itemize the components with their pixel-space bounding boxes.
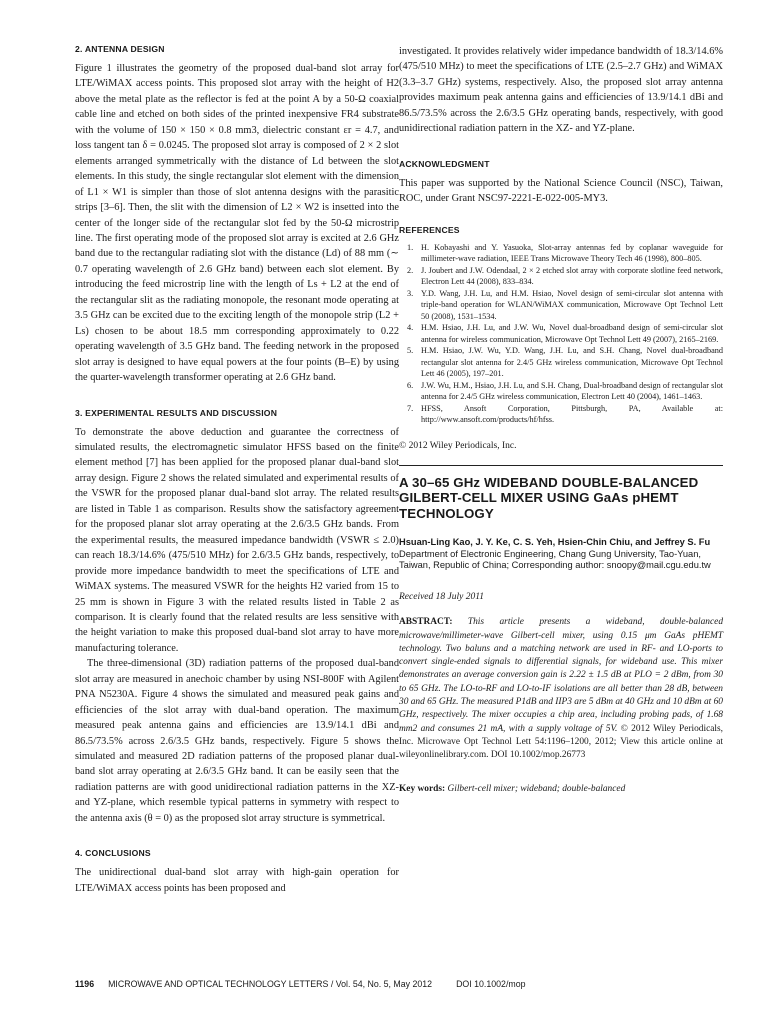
reference-list	[399, 242, 723, 426]
journal-citation: MICROWAVE AND OPTICAL TECHNOLOGY LETTERS / Vol. 54, No. 5, May 2012	[108, 979, 433, 989]
footer-doi: DOI 10.1002/mop	[456, 979, 526, 989]
conclusions-continued-paragraph: investigated. It provides relatively wider impedance bandwidth of 18.3/14.6% (475/510 MHz) to meet the specifications of LTE (2.5–2.7 GHz) and WiMAX (3.3–3.7 GHz) systems, respectively. Also, the proposed slot array antenna provides maximum peak antenna gains and efficiencies of 13.9/14.1 dBi and 86.5/73.5% across the 2.6/3.5 GHz operating bands, respectively, with good unidirectional radiation pattern in the XZ- and YZ-plane.	[399, 46, 723, 135]
section-heading-acknowledgment: ACKNOWLEDGMENT	[399, 158, 490, 169]
abstract-label: ABSTRACT:	[399, 617, 453, 628]
reference-item: 4. H.M. Hsiao, J.H. Lu, and J.W. Wu, Novel dual-broadband design of semi-circular slot antenna for wireless communication, Microwave Opt Technol Lett 49 (2007), 2165–2169.	[407, 323, 723, 344]
article-title: A 30–65 GHz WIDEBAND DOUBLE-BALANCED GILBERT-CELL MIXER USING GaAs pHEMT TECHNOLOGY	[399, 474, 699, 521]
section-heading-references: REFERENCES	[399, 224, 460, 235]
experimental-results-paragraph-1: To demonstrate the above deduction and guarantee the correctness of simulated results, the electromagnetic simulator HFSS based on the finite element method [7] has been applied for the proposed planar dual-band slot array design. Figure 2 shows the related simulated and experimental results of the VSWR for the proposed planar dual-band slot array. The related results are listed in Table 1 as comparison. Results show the satisfactory agreement for the proposed planar slot array operating at the 2.6/3.5 GHz bands. From the experimental results, the measured impedance bandwidth (VSWR ≤ 2.0) can reach 18.3/14.6% (475/510 MHz) for 2.6/3.5 GHz bands, respectively, to provide more impedance bandwidth to meet the specifications of LTE and WiMAX systems. The measured VSWR for the heights H2 varied from 15 to 25 mm is shown in Figure 3 with the related results listed in Table 2 as comparison. It is clearly found that the related results are less sensitive with the height variation to make this proposed dual-band slot array to have more manufacturing tolerance.	[75, 426, 399, 654]
reference-item: 2. J. Joubert and J.W. Odendaal, 2 × 2 etched slot array with corporate slotline feed network, Electron Lett 44 (2008), 833–834.	[407, 265, 723, 287]
section-heading-conclusions: 4. CONCLUSIONS	[75, 848, 151, 859]
reference-item: 6. J.W. Wu, H.M., Hsiao, J.H. Lu, and S.H. Chang, Dual-broadband design of rectangular slot antenna for 2.4/5 GHz wireless communication, Electron Lett 40 (2004), 1461–1463.	[407, 380, 723, 402]
keywords-label: Key words:	[399, 784, 446, 795]
abstract-citation: © 2012 Wiley Periodicals, Inc. Microwave Opt Technol Lett 54:1196–1200, 2012; View this article online at wileyonlinelibrary.com. DOI 10.1002/mop.26773	[399, 723, 724, 761]
conclusions-paragraph: The unidirectional dual-band slot array with high-gain operation for LTE/WiMAX access points has been proposed and	[75, 867, 399, 894]
reference-item: 3. Y.D. Wang, J.H. Lu, and H.M. Hsiao, Novel design of semi-circular slot antenna with triple-band operation for WLAN/WiMAX communication, Microwave Opt Technol Lett 50 (2008), 1531–1534.	[407, 288, 723, 321]
acknowledgment-paragraph: This paper was supported by the National Science Council (NSC), Taiwan, ROC, under Grant NSC97-2221-E-022-005-MY3.	[399, 177, 723, 205]
abstract-text: This article presents a wideband, double-balanced microwave/millimeter-wave Gilbert-cell mixer, using 0.15 μm GaAs pHEMT technology. Two baluns and a matching network are used in RF- and LO-ports to convert single-ended signals to differential signals, for wideband use. This mixer demonstrates an average conversion gain is 2.22 ± 1.5 dB at PLO = 2 dBm, from 30 to 65 GHz. The LO-to-RF and LO-to-IF isolations are all better than 28 dB, between 30 and 65 GHz. The measured P1dB and IIP3 are 5 dBm at 40 GHz and 10 dBm at 60 GHz, respectively. The mixer occupies a chip area, including probing pads, of 1.68 mm2 and consumes 21 mA, with a supply voltage of 5V.	[399, 617, 724, 734]
page-footer	[75, 979, 715, 989]
author-affiliation: Department of Electronic Engineering, Chang Gung University, Tao-Yuan, Taiwan, Republic of China; Corresponding author: snoopy@mail.cgu.edu.tw	[399, 548, 711, 571]
left-column	[75, 44, 399, 896]
reference-item: 7. HFSS, Ansoft Corporation, Pittsburgh, PA, Available at: http://www.ansoft.com/products/hf/hfss.	[407, 403, 723, 425]
keywords	[399, 784, 723, 794]
reference-item: 5. H.M. Hsiao, J.W. Wu, Y.D. Wang, J.H. Lu, and S.H. Chang, Novel dual-broadband rectangular slot antenna for 2.4/5 GHz wireless communication, Microwave Opt Technol Lett 46 (2005), 197–201.	[407, 346, 723, 379]
copyright-notice: © 2012 Wiley Periodicals, Inc.	[399, 440, 517, 451]
section-heading-experimental-results: 3. EXPERIMENTAL RESULTS AND DISCUSSION	[75, 407, 278, 418]
keywords-text: Gilbert-cell mixer; wideband; double-balanced	[447, 784, 626, 795]
article-authors: Hsuan-Ling Kao, J. Y. Ke, C. S. Yeh, Hsien-Chin Chiu, and Jeffrey S. Fu	[399, 537, 711, 548]
article-divider	[399, 465, 723, 466]
abstract	[399, 616, 723, 762]
antenna-design-paragraph: Figure 1 illustrates the geometry of the proposed dual-band slot array for LTE/WiMAX access points. This proposed slot array with the height of H2 above the metal plate as the reflector is fed at the point A by a 50-Ω coaxial cable line and etched on both sides of the printed inexpensive FR4 substrate with the volume of 150 × 150 × 0.8 mm3, dielectric constant εr = 4.7, and loss tangent tan δ = 0.0245. The proposed slot array is composed of 2 × 2 slot elements arranged symmetrically with the distance of Ld between the slot elements. In this study, the single rectangular slot element with the dimension of L1 × W1 is simpler than those of slot antenna designs with the parasitic strips [3–6]. Then, the slit with the dimension of L2 × W2 is insetted into the center of the longer side of the rectangular slot fed by the 50-Ω microstrip line. The first operating mode of the proposed slot array is excited at 2.6 GHz band due to the rectangular radiating slot with the distance (Ld) of 88 mm (∼ 0.7 operating wavelength of 2.6 GHz band) between each slot element. By introducing the feed microstrip line with the length of Ls + L2 at the end of the rectangular slit as the radiating monopole, the resonant mode operating at 3.5 GHz can be excited due to the exciting length of the monopole strip (L2 + Ls) chosen to be about 18.5 mm corresponding approximately to 0.22 operating wavelength of 3.5 GHz band. The feeding network in the proposed slot array is designed to have equal powers at the four points (B–E) by using the quarter-wavelength transformer operating at 2.6 GHz band.	[75, 63, 399, 384]
experimental-results-paragraph-2: The three-dimensional (3D) radiation patterns of the proposed dual-band slot array are measured in anechoic chamber by using NSI-800F with Agilent PNA N5230A. Figure 4 shows the simulated and measured peak gains and efficiencies of the slot array with dual-band operation. The maximum measured peak antenna gains and efficiencies are 13.9/14.1 dBi and 86.5/73.5% across 2.6/3.5 GHz bands, respectively. Figure 5 shows the simulated and measured 2D radiation patterns of the proposed planar dual-band slot array operating at 2.6/3.5 GHz band. It can be easily seen that the radiation patterns are with good unidirectional radiation patterns in the XZ- and YZ-plane, which resemble typical patterns in symmetry with respect to the antenna axis (θ = 0) as the proposed slot array structure is symmetrical.	[75, 658, 399, 824]
right-column	[399, 44, 723, 794]
section-heading-antenna-design: 2. ANTENNA DESIGN	[75, 44, 165, 54]
reference-item: 1. H. Kobayashi and Y. Yasuoka, Slot-array antennas fed by coplanar waveguide for millimeter-wave radiation, IEEE Trans Microwave Theory Tech 46 (1998), 800–805.	[407, 242, 723, 264]
received-date: Received 18 July 2011	[399, 592, 485, 603]
page-number: 1196	[75, 979, 95, 989]
